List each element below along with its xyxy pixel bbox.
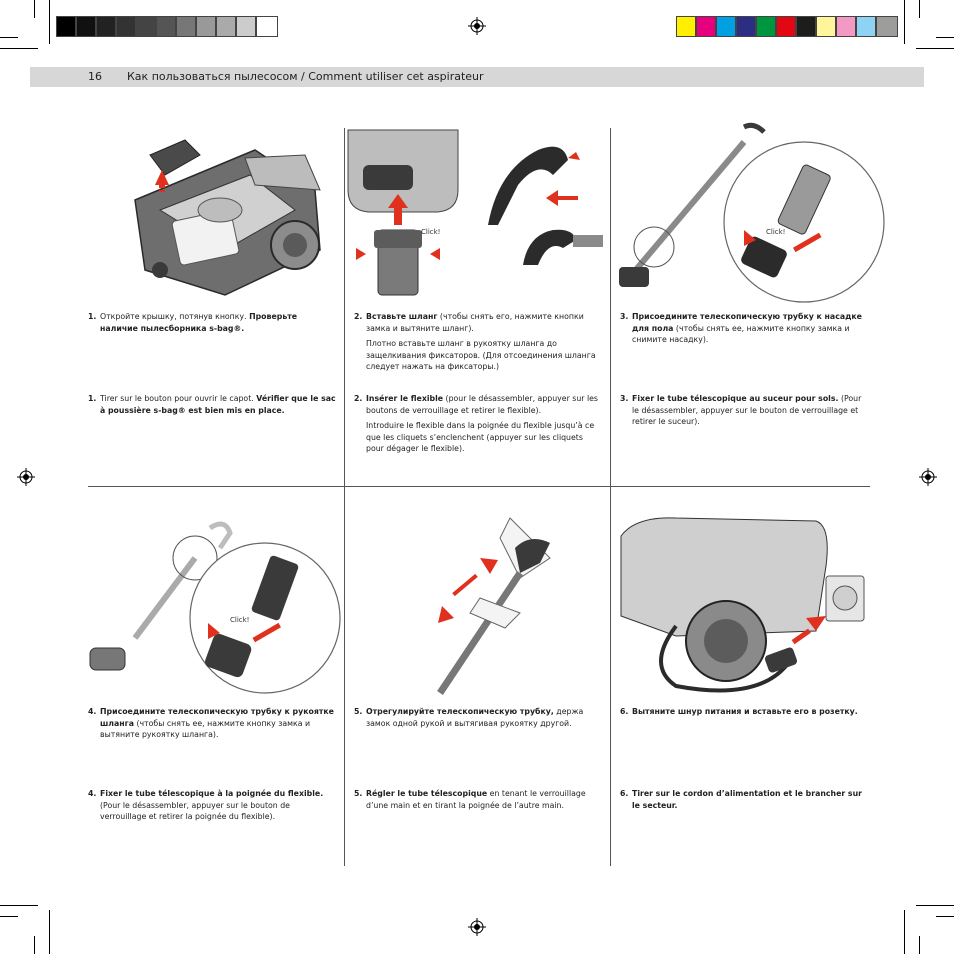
click-label: Click! [421, 228, 441, 236]
step-bold-text: Vérifier que le sac à poussière s-bag® est bien mis en place. [100, 394, 336, 415]
illustration-adjust-tube [420, 518, 570, 703]
crop-mark-icon [49, 0, 50, 44]
crop-mark-icon [916, 905, 954, 906]
crop-mark-icon [0, 916, 18, 917]
step-number: 4. [88, 789, 97, 798]
step-extra-text: Introduire le flexible dans la poignée du flexible jusqu’à ce que les cliquets s’enclenchent (appuyer sur les cliquets pour dégager le flexible). [366, 421, 595, 453]
step-bold-text: Вставьте шланг [366, 312, 438, 321]
crop-mark-icon [34, 0, 35, 18]
step-bold-text: Отрегулируйте телескопическую трубку, [366, 707, 554, 716]
step-number: 2. [354, 312, 363, 321]
step-number: 4. [88, 707, 97, 716]
column-divider [610, 128, 611, 866]
column-divider [344, 128, 345, 866]
illustration-attach-hose-handle [80, 518, 340, 703]
step-1-ru [88, 311, 336, 334]
click-label: Click! [766, 228, 786, 236]
registration-mark-icon [919, 468, 937, 486]
step-text: Tirer sur le bouton pour ouvrir le capot. [100, 394, 257, 403]
step-extra-text: Плотно вставьте шланг в рукоятку шланга до защелкивания фиксаторов. (Для отсоединения шланга следует нажать на фиксаторы.) [366, 339, 596, 371]
step-text: Откройте крышку, потянув кнопку. [100, 312, 250, 321]
step-bold-text: Проверьте наличие пылесборника s-bag®. [100, 312, 298, 333]
step-text: en tenant le verrouillage d’une main et en tirant la poignée de l’autre main. [366, 789, 586, 810]
crop-mark-icon [904, 910, 905, 954]
crop-mark-icon [904, 0, 905, 44]
page-header [30, 67, 924, 87]
crop-mark-icon [49, 910, 50, 954]
crop-mark-icon [0, 37, 18, 38]
step-text: (чтобы снять его, нажмите кнопки замка и вытяните шланг). [366, 312, 584, 333]
step-number: 2. [354, 394, 363, 403]
step-6-ru [620, 706, 868, 718]
step-bold-text: Régler le tube télescopique [366, 789, 488, 798]
crop-mark-icon [0, 48, 38, 49]
click-label: Click! [230, 616, 250, 624]
crop-mark-icon [936, 916, 954, 917]
illustration-attach-floor-nozzle [614, 122, 874, 302]
step-4-fr [88, 788, 336, 823]
step-bold-text: Fixer le tube télescopique au suceur pour sols. [632, 394, 839, 403]
step-text: (чтобы снять ее, нажмите кнопку замка и снимите насадку). [632, 323, 850, 344]
step-3-fr [620, 393, 868, 428]
step-bold-text: Fixer le tube télescopique à la poignée du flexible. [100, 789, 324, 798]
step-bold-text: Присоедините телескопическую трубку к рукоятке шланга [100, 707, 334, 728]
step-number: 6. [620, 789, 629, 798]
registration-mark-icon [17, 468, 35, 486]
page-title: Как пользоваться пылесосом / Comment utiliser cet aspirateur [127, 70, 484, 83]
step-number: 1. [88, 394, 97, 403]
crop-mark-icon [936, 37, 954, 38]
illustration-open-lid [105, 130, 335, 300]
step-bold-text: Вытяните шнур питания и вставьте его в розетку. [632, 707, 858, 716]
step-text: держа замок одной рукой и вытягивая рукоятку другой. [366, 707, 584, 728]
step-2-ru [354, 311, 599, 377]
crop-mark-icon [916, 48, 954, 49]
step-number: 1. [88, 312, 97, 321]
step-2-fr [354, 393, 599, 459]
page-number: 16 [88, 70, 102, 83]
illustration-power-cord [616, 516, 871, 706]
step-4-ru [88, 706, 336, 741]
registration-mark-icon [468, 918, 486, 936]
illustration-insert-hose [348, 130, 606, 300]
step-1-fr [88, 393, 336, 416]
step-5-fr [354, 788, 599, 811]
step-5-ru [354, 706, 599, 729]
registration-mark-icon [468, 17, 486, 35]
crop-mark-icon [919, 936, 920, 954]
step-6-fr [620, 788, 868, 811]
step-text: (чтобы снять ее, нажмите кнопку замка и вытяните рукоятку шланга). [100, 718, 311, 739]
step-3-ru [620, 311, 868, 346]
crop-mark-icon [0, 905, 38, 906]
step-text: (Pour le désassembler, appuyer sur le bouton de verrouillage et retirer la poignée du flexible). [100, 800, 290, 821]
step-number: 3. [620, 312, 629, 321]
step-bold-text: Insérer le flexible [366, 394, 444, 403]
step-text: (Pour le désassembler, appuyer sur le bouton de verrouillage et retirer le suceur). [632, 394, 862, 426]
row-divider [88, 486, 870, 487]
crop-mark-icon [919, 0, 920, 18]
step-text: (pour le désassembler, appuyer sur les boutons de verrouillage et retirer le flexible). [366, 394, 598, 415]
step-number: 5. [354, 789, 363, 798]
step-number: 5. [354, 707, 363, 716]
step-bold-text: Tirer sur le cordon d’alimentation et le brancher sur le secteur. [632, 789, 862, 810]
step-number: 6. [620, 707, 629, 716]
step-bold-text: Присоедините телескопическую трубку к насадке для пола [632, 312, 862, 333]
crop-mark-icon [34, 936, 35, 954]
step-number: 3. [620, 394, 629, 403]
